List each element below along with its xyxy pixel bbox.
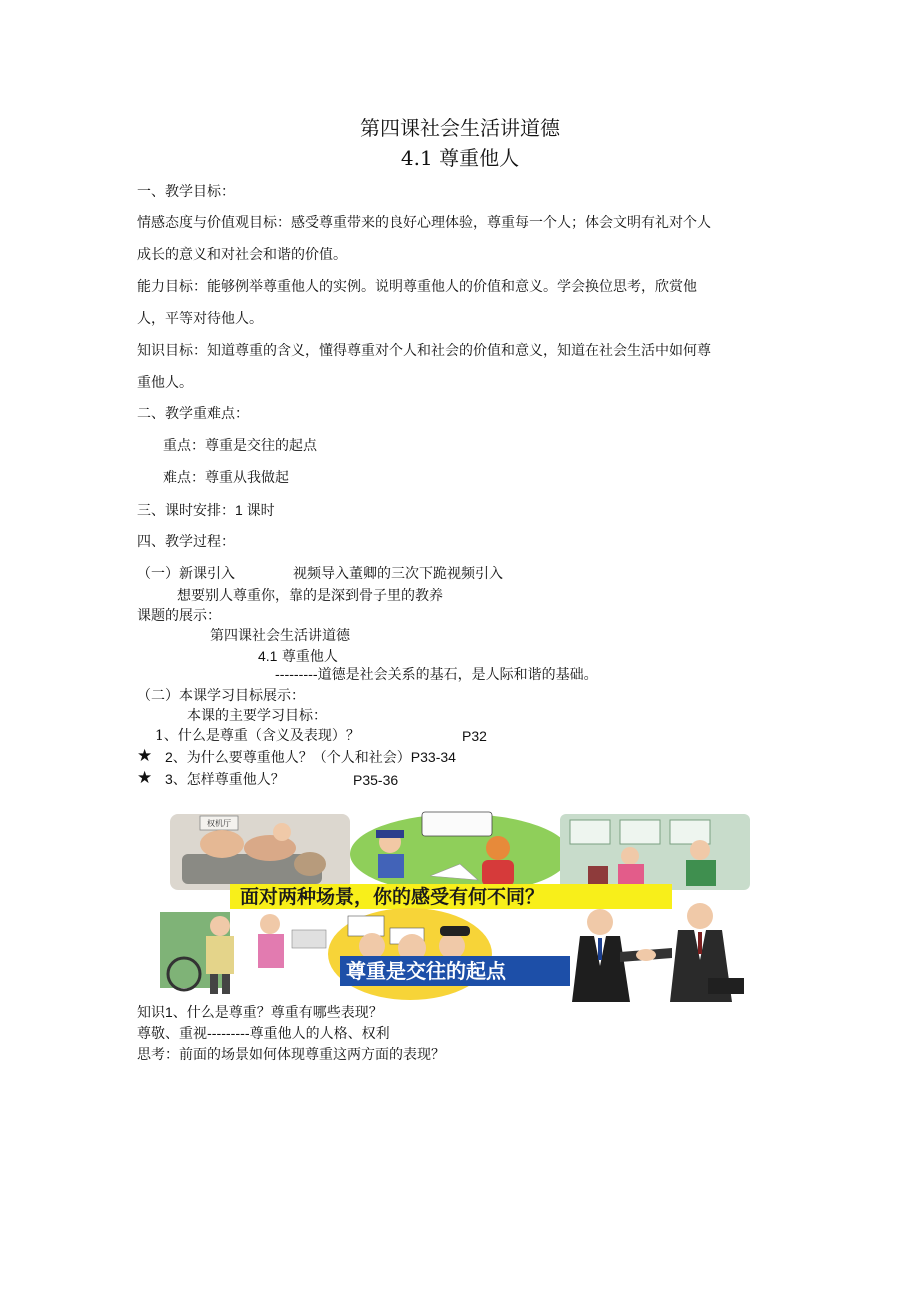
intro-video: 视频导入董卿的三次下跪视频引入 xyxy=(293,566,503,582)
schedule-line xyxy=(137,501,275,520)
goals-show: （二）本课学习目标展示： xyxy=(137,688,305,704)
page-subtitle: 4.1 尊重他人 xyxy=(400,146,520,170)
scene-police xyxy=(350,812,570,894)
scene-waiting-room xyxy=(170,814,350,890)
keypoints-heading: 二、教学重难点： xyxy=(137,406,249,422)
star-icon: ★ xyxy=(137,768,153,788)
question-3-num: 3 xyxy=(165,771,173,787)
respect-definition: 尊敬、重视---------尊重他人的人格、权利 xyxy=(137,1026,390,1042)
scene-bus xyxy=(560,814,750,890)
goal-emotion-line2: 成长的意义和对社会和谐的价值。 xyxy=(137,247,347,263)
key-point: 重点：尊重是交往的起点 xyxy=(163,438,317,454)
scene-shop xyxy=(160,912,326,994)
topic-title: 第四课社会生活讲道德 xyxy=(210,628,350,644)
bottom-banner-text: 尊重是交往的起点 xyxy=(346,959,506,983)
topic-sub-text: 尊重他人 xyxy=(281,649,338,665)
goals-heading: 一、教学目标： xyxy=(137,184,235,200)
schedule-prefix: 三、课时安排： xyxy=(137,503,235,519)
question-3-page: P35-36 xyxy=(353,772,399,788)
intro-label: （一）新课引入 xyxy=(137,566,235,582)
process-heading: 四、教学过程： xyxy=(137,534,235,550)
knowledge-1-num: 1 xyxy=(165,1004,173,1020)
difficult-point: 难点：尊重从我做起 xyxy=(163,470,289,486)
knowledge-1-prefix: 知识 xyxy=(137,1005,165,1021)
page-title: 第四课社会生活讲道德 xyxy=(360,116,560,140)
scene-handshake xyxy=(572,903,744,1002)
knowledge-1-text: 、什么是尊重？尊重有哪些表现？ xyxy=(172,1005,383,1021)
scene-sign-text: 权机厅 xyxy=(207,819,231,828)
respect-scenes-illustration xyxy=(160,806,760,1002)
goal-emotion-line1: 情感态度与价值观目标：感受尊重带来的良好心理体验，尊重每一个人；体会文明有礼对个人 xyxy=(137,215,711,231)
question-1-page: P32 xyxy=(462,728,487,744)
goal-ability-line2: 人，平等对待他人。 xyxy=(137,311,263,327)
banner-text: 面对两种场景，你的感受有何不同？ xyxy=(240,886,545,908)
goal-knowledge-line2: 重他人。 xyxy=(137,375,193,391)
knowledge-1 xyxy=(137,1003,383,1022)
question-2 xyxy=(165,748,456,767)
schedule-value: 1 课时 xyxy=(235,502,275,518)
main-goals: 本课的主要学习目标： xyxy=(187,708,327,724)
question-1: 1、什么是尊重（含义及表现）？ xyxy=(155,728,360,744)
scene-queue xyxy=(328,908,492,1000)
goal-ability-line1: 能力目标：能够例举尊重他人的实例。说明尊重他人的价值和意义。学会换位思考，欣赏他 xyxy=(137,279,697,295)
star-icon: ★ xyxy=(137,746,153,766)
topic-subtitle xyxy=(258,647,338,666)
question-2-page: P33-34 xyxy=(410,749,456,765)
topic-motto: ---------道德是社会关系的基石，是人际和谐的基础。 xyxy=(275,667,598,683)
intro-quote: 想要别人尊重你，靠的是深到骨子里的教养 xyxy=(177,588,443,604)
topic-show: 课题的展示： xyxy=(137,608,221,624)
question-2-num: 2 xyxy=(165,749,173,765)
think-question: 思考：前面的场景如何体现尊重这两方面的表现？ xyxy=(137,1047,445,1063)
question-3-text: 、怎样尊重他人？ xyxy=(172,772,285,788)
topic-sub-num: 4.1 xyxy=(258,648,278,664)
question-2-text: 、为什么要尊重他人？（个人和社会） xyxy=(172,750,411,766)
question-3 xyxy=(165,770,285,789)
goal-knowledge-line1: 知识目标：知道尊重的含义，懂得尊重对个人和社会的价值和意义，知道在社会生活中如何尊 xyxy=(137,343,711,359)
